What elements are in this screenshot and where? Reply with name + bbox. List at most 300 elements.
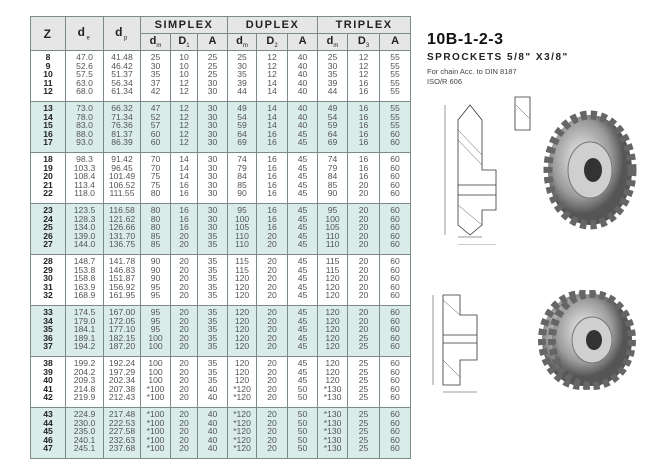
cell-value: 16 bbox=[267, 137, 277, 148]
cell-value: 31 bbox=[43, 281, 53, 292]
cell-value: 30 bbox=[207, 77, 218, 88]
cell-value: 20 bbox=[267, 383, 277, 394]
cell-value: 14 bbox=[179, 162, 189, 173]
cell-value: 61.34 bbox=[111, 86, 133, 97]
cell-value: 95 bbox=[237, 205, 247, 215]
table-cell bbox=[318, 51, 348, 102]
cell-value: 40 bbox=[207, 417, 218, 428]
table-cell bbox=[66, 408, 104, 459]
cell-value: 45 bbox=[297, 273, 308, 284]
cell-value: 60 bbox=[390, 128, 400, 139]
product-title: 10B-1-2-3 bbox=[427, 31, 504, 48]
cell-value: 16 bbox=[267, 128, 277, 139]
cell-value: 41.48 bbox=[111, 52, 133, 62]
cell-value: 16 bbox=[267, 188, 277, 199]
table-cell bbox=[198, 357, 228, 408]
cell-value: 16 bbox=[267, 171, 277, 182]
cell-value: 35 bbox=[207, 358, 218, 368]
cell-value: 45 bbox=[297, 128, 308, 139]
cell-value: 40 bbox=[207, 392, 218, 403]
table-cell bbox=[380, 153, 411, 204]
cell-value: 45 bbox=[297, 179, 308, 190]
cell-value: 50 bbox=[297, 392, 308, 403]
cell-value: 22 bbox=[43, 188, 53, 199]
table-cell bbox=[288, 204, 318, 255]
table-cell bbox=[31, 408, 66, 459]
table-cell bbox=[171, 51, 198, 102]
table-cell bbox=[348, 255, 380, 306]
cell-value: 20 bbox=[267, 264, 277, 275]
cell-value: 25 bbox=[358, 383, 369, 394]
cell-value: 182.15 bbox=[108, 332, 136, 343]
cell-value: 120 bbox=[325, 281, 340, 292]
cell-value: 14 bbox=[267, 103, 277, 113]
cell-value: 121.62 bbox=[108, 213, 136, 224]
table-cell bbox=[228, 51, 257, 102]
cell-value: 163.9 bbox=[73, 281, 96, 292]
cell-value: 40 bbox=[297, 69, 308, 80]
cell-value: *130 bbox=[323, 392, 342, 403]
table-cell bbox=[171, 153, 198, 204]
table-cell bbox=[257, 102, 288, 153]
cell-value: 40 bbox=[43, 375, 53, 386]
table-cell bbox=[104, 408, 141, 459]
table-cell bbox=[257, 357, 288, 408]
cell-value: 35 bbox=[207, 332, 218, 343]
cell-value: 14 bbox=[179, 154, 189, 164]
cell-value: 35 bbox=[207, 273, 218, 284]
cell-value: 90 bbox=[237, 188, 247, 199]
cell-value: 20 bbox=[267, 239, 277, 250]
cell-value: 25 bbox=[358, 434, 369, 445]
cell-value: *100 bbox=[146, 392, 165, 403]
cell-value: 204.2 bbox=[73, 366, 96, 377]
cell-value: 60 bbox=[390, 256, 400, 266]
cell-value: 33 bbox=[43, 307, 53, 317]
cell-value: 224.9 bbox=[73, 409, 96, 419]
cell-value: 17 bbox=[43, 137, 53, 148]
cell-value: 123.5 bbox=[73, 205, 96, 215]
table-cell bbox=[318, 204, 348, 255]
cell-value: 232.63 bbox=[108, 434, 136, 445]
cell-value: 174.5 bbox=[73, 307, 96, 317]
cell-value: 50 bbox=[297, 409, 308, 419]
cell-value: 120 bbox=[325, 341, 340, 352]
cell-value: 20 bbox=[179, 256, 189, 266]
cell-value: 90 bbox=[150, 256, 161, 266]
table-row-group bbox=[31, 204, 411, 255]
cell-value: 20 bbox=[358, 256, 369, 266]
cell-value: 81.37 bbox=[111, 128, 133, 139]
cell-value: 16 bbox=[179, 222, 189, 233]
table-cell bbox=[288, 306, 318, 357]
cell-value: 16 bbox=[358, 77, 369, 88]
cell-value: 95 bbox=[327, 205, 338, 215]
cell-value: 14 bbox=[267, 77, 277, 88]
cell-value: 42 bbox=[43, 392, 53, 403]
cell-value: 126.66 bbox=[108, 222, 136, 233]
cell-value: *120 bbox=[233, 434, 251, 445]
cell-value: 60 bbox=[390, 324, 400, 335]
cell-value: 100 bbox=[325, 213, 340, 224]
table-cell bbox=[66, 357, 104, 408]
table-cell bbox=[288, 255, 318, 306]
group-simplex: SIMPLEX bbox=[141, 17, 228, 34]
cell-value: 55 bbox=[390, 103, 400, 113]
cell-value: 45 bbox=[297, 205, 308, 215]
table-cell bbox=[198, 153, 228, 204]
table-cell bbox=[66, 306, 104, 357]
cell-value: 55 bbox=[390, 120, 400, 131]
cell-value: 120 bbox=[234, 315, 250, 326]
cell-value: 227.58 bbox=[108, 426, 136, 437]
cell-value: 14 bbox=[179, 171, 189, 182]
cell-value: 40 bbox=[297, 120, 308, 131]
cell-value: 103.3 bbox=[73, 162, 96, 173]
cell-value: 60 bbox=[390, 188, 400, 199]
cell-value: 20 bbox=[179, 307, 189, 317]
cell-value: 90 bbox=[150, 264, 161, 275]
cell-value: *120 bbox=[233, 417, 251, 428]
cell-value: 74 bbox=[327, 154, 338, 164]
cell-value: 40 bbox=[297, 86, 308, 97]
cell-value: 51.37 bbox=[111, 69, 133, 80]
cell-value: 69 bbox=[327, 137, 338, 148]
table-cell bbox=[348, 408, 380, 459]
cell-value: 120 bbox=[234, 358, 250, 368]
table-cell bbox=[141, 255, 171, 306]
cell-value: 12 bbox=[179, 111, 189, 122]
cell-value: 60 bbox=[390, 205, 400, 215]
cell-value: 10 bbox=[179, 60, 189, 71]
cell-value: 167.00 bbox=[108, 307, 136, 317]
table-cell bbox=[66, 51, 104, 102]
cell-value: 20 bbox=[358, 188, 369, 199]
cell-value: 64 bbox=[327, 128, 338, 139]
cell-value: *100 bbox=[146, 443, 165, 454]
cell-value: 25 bbox=[358, 443, 369, 454]
cell-value: 120 bbox=[325, 273, 340, 284]
cell-value: 12 bbox=[267, 52, 277, 62]
duplex-col-dm: $d_m$ bbox=[228, 34, 257, 51]
iso-note: ISO/R 606 bbox=[427, 77, 463, 86]
cell-value: 30 bbox=[207, 213, 218, 224]
cell-value: 212.43 bbox=[108, 392, 136, 403]
cell-value: 25 bbox=[207, 60, 218, 71]
cell-value: 20 bbox=[358, 273, 369, 284]
table-row-group bbox=[31, 408, 411, 459]
cell-value: 45 bbox=[297, 162, 308, 173]
cell-value: 12 bbox=[267, 60, 277, 71]
cell-value: 113.4 bbox=[74, 179, 95, 190]
cell-value: 120 bbox=[234, 281, 250, 292]
cell-value: 120 bbox=[234, 273, 250, 284]
table-cell bbox=[288, 153, 318, 204]
simplex-col-a: A bbox=[198, 34, 228, 51]
cell-value: 80 bbox=[150, 222, 161, 233]
duplex-sprocket-photo bbox=[530, 288, 645, 393]
cell-value: 139.0 bbox=[73, 230, 96, 241]
cell-value: 187.20 bbox=[108, 341, 136, 352]
cell-value: 55 bbox=[390, 52, 400, 62]
cell-value: 68.0 bbox=[76, 86, 93, 97]
cell-value: 37 bbox=[150, 77, 161, 88]
cell-value: 85 bbox=[237, 179, 247, 190]
cell-value: *120 bbox=[233, 443, 251, 454]
cell-value: 30 bbox=[207, 86, 218, 97]
cell-value: 12 bbox=[179, 86, 189, 97]
cell-value: 20 bbox=[358, 307, 369, 317]
duplex-col-a: A bbox=[288, 34, 318, 51]
col-dp: $d_p$ bbox=[104, 17, 141, 51]
cell-value: 10 bbox=[179, 69, 189, 80]
cell-value: 30 bbox=[207, 205, 218, 215]
cell-value: 30 bbox=[207, 171, 218, 182]
cell-value: 16 bbox=[179, 213, 189, 224]
cell-value: *100 bbox=[146, 426, 165, 437]
cell-value: 45 bbox=[297, 375, 308, 386]
cell-value: 35 bbox=[207, 315, 218, 326]
cell-value: 57 bbox=[150, 120, 161, 131]
cell-value: 20 bbox=[267, 366, 277, 377]
cell-value: 20 bbox=[267, 375, 277, 386]
cell-value: 40 bbox=[297, 52, 308, 62]
cell-value: 189.1 bbox=[73, 332, 96, 343]
cell-value: 66.32 bbox=[111, 103, 133, 113]
table-cell bbox=[380, 357, 411, 408]
cell-value: 16 bbox=[267, 205, 277, 215]
cell-value: 20 bbox=[267, 281, 277, 292]
table-cell bbox=[380, 102, 411, 153]
cell-value: 30 bbox=[207, 154, 218, 164]
cell-value: 50 bbox=[297, 383, 308, 394]
cell-value: 207.38 bbox=[108, 383, 136, 394]
cell-value: 16 bbox=[267, 162, 277, 173]
cell-value: 237.68 bbox=[108, 443, 136, 454]
duplex-col-d2: $D_2$ bbox=[257, 34, 288, 51]
table-cell bbox=[318, 102, 348, 153]
table-cell bbox=[141, 51, 171, 102]
cell-value: 20 bbox=[179, 324, 189, 335]
sprocket-spec-table bbox=[30, 16, 411, 459]
cell-value: 120 bbox=[234, 290, 250, 301]
cell-value: 219.9 bbox=[73, 392, 96, 403]
table-cell bbox=[198, 408, 228, 459]
col-z: Z bbox=[31, 17, 66, 51]
table-row-group bbox=[31, 153, 411, 204]
cell-value: 20 bbox=[267, 392, 277, 403]
table-cell bbox=[288, 102, 318, 153]
cell-value: 45 bbox=[297, 230, 308, 241]
cell-value: 20 bbox=[358, 324, 369, 335]
cell-value: 85 bbox=[150, 239, 161, 250]
table-cell bbox=[380, 255, 411, 306]
table-cell bbox=[104, 204, 141, 255]
cell-value: 120 bbox=[325, 307, 340, 317]
table-cell bbox=[318, 255, 348, 306]
cell-value: 50 bbox=[297, 417, 308, 428]
table-row-group bbox=[31, 306, 411, 357]
cell-value: 12 bbox=[179, 77, 189, 88]
cell-value: 131.70 bbox=[108, 230, 136, 241]
cell-value: 20 bbox=[179, 239, 189, 250]
table-cell bbox=[257, 306, 288, 357]
cell-value: 25 bbox=[207, 52, 218, 62]
cell-value: 28 bbox=[43, 256, 53, 266]
cell-value: 134.0 bbox=[73, 222, 96, 233]
cell-value: *120 bbox=[233, 409, 251, 419]
cell-value: 20 bbox=[179, 392, 189, 403]
cell-value: 40 bbox=[207, 426, 218, 437]
cell-value: 172.05 bbox=[108, 315, 136, 326]
cell-value: 146.83 bbox=[108, 264, 136, 275]
table-cell bbox=[31, 306, 66, 357]
table-cell bbox=[171, 357, 198, 408]
cell-value: 120 bbox=[325, 366, 340, 377]
cell-value: 20 bbox=[267, 358, 277, 368]
cell-value: 55 bbox=[390, 86, 400, 97]
cell-value: 55 bbox=[390, 111, 400, 122]
cell-value: 120 bbox=[325, 324, 340, 335]
cell-value: 60 bbox=[390, 137, 400, 148]
cell-value: 110 bbox=[235, 230, 249, 241]
table-cell bbox=[31, 204, 66, 255]
table-cell bbox=[228, 204, 257, 255]
cell-value: 13 bbox=[43, 103, 53, 113]
cell-value: 52 bbox=[150, 111, 161, 122]
cell-value: 95 bbox=[150, 315, 161, 326]
cell-value: 120 bbox=[234, 375, 250, 386]
cell-value: 16 bbox=[358, 111, 369, 122]
cell-value: 73.0 bbox=[76, 103, 93, 113]
cell-value: 16 bbox=[358, 103, 369, 113]
cell-value: 60 bbox=[390, 409, 400, 419]
cell-value: 16 bbox=[267, 213, 277, 224]
cell-value: 60 bbox=[390, 332, 400, 343]
cell-value: 34 bbox=[43, 315, 53, 326]
cell-value: 25 bbox=[358, 366, 369, 377]
cell-value: 120 bbox=[234, 366, 250, 377]
cell-value: 86.39 bbox=[111, 137, 133, 148]
cell-value: 10 bbox=[43, 69, 53, 80]
cell-value: 95 bbox=[150, 281, 161, 292]
cell-value: 60 bbox=[390, 434, 400, 445]
cell-value: 90 bbox=[150, 273, 161, 284]
table-cell bbox=[31, 51, 66, 102]
cell-value: 30 bbox=[207, 188, 218, 199]
cell-value: 49 bbox=[237, 103, 247, 113]
cell-value: 45 bbox=[297, 222, 308, 233]
cell-value: 25 bbox=[358, 409, 369, 419]
cell-value: 60 bbox=[390, 154, 400, 164]
cell-value: 209.3 bbox=[73, 375, 96, 386]
cell-value: 12 bbox=[358, 69, 369, 80]
cell-value: 35 bbox=[207, 239, 218, 250]
cell-value: 20 bbox=[179, 383, 189, 394]
cell-value: 120 bbox=[325, 358, 340, 368]
cell-value: 49 bbox=[327, 103, 338, 113]
cell-value: 161.95 bbox=[108, 290, 136, 301]
cell-value: 230.0 bbox=[73, 417, 96, 428]
cell-value: 32 bbox=[43, 290, 53, 301]
table-cell bbox=[228, 306, 257, 357]
cell-value: 35 bbox=[237, 69, 247, 80]
cell-value: 47 bbox=[43, 443, 53, 454]
cell-value: 78.0 bbox=[76, 111, 93, 122]
table-cell bbox=[198, 204, 228, 255]
cell-value: 10 bbox=[179, 52, 189, 62]
table-cell bbox=[171, 255, 198, 306]
cell-value: 20 bbox=[179, 264, 189, 275]
group-triplex: TRIPLEX bbox=[318, 17, 411, 34]
cell-value: 108.4 bbox=[73, 171, 96, 182]
cell-value: 30 bbox=[207, 137, 218, 148]
cell-value: 30 bbox=[207, 120, 218, 131]
cell-value: 93.0 bbox=[76, 137, 93, 148]
cell-value: 40 bbox=[207, 383, 218, 394]
cell-value: 45 bbox=[297, 137, 308, 148]
table-cell bbox=[104, 153, 141, 204]
cell-value: 56.34 bbox=[111, 77, 133, 88]
cell-value: 57.5 bbox=[76, 69, 93, 80]
cell-value: 16 bbox=[43, 128, 53, 139]
table-cell bbox=[171, 408, 198, 459]
cell-value: 55 bbox=[390, 69, 400, 80]
cell-value: 16 bbox=[358, 120, 369, 131]
cell-value: 75 bbox=[150, 179, 161, 190]
table-cell bbox=[380, 51, 411, 102]
cell-value: 19 bbox=[43, 162, 53, 173]
cell-value: 118.0 bbox=[74, 188, 95, 199]
cell-value: 20 bbox=[358, 239, 369, 250]
cell-value: 60 bbox=[390, 213, 400, 224]
table-cell bbox=[171, 204, 198, 255]
cell-value: 75 bbox=[150, 171, 161, 182]
cell-value: 79 bbox=[327, 162, 338, 173]
cell-value: 20 bbox=[267, 434, 277, 445]
cell-value: 14 bbox=[43, 111, 53, 122]
cell-value: 60 bbox=[390, 307, 400, 317]
cell-value: 12 bbox=[179, 128, 189, 139]
cell-value: 11 bbox=[43, 77, 53, 88]
cell-value: 45 bbox=[297, 264, 308, 275]
cell-value: 85 bbox=[327, 179, 338, 190]
cell-value: 115 bbox=[325, 264, 340, 275]
cell-value: 60 bbox=[390, 341, 400, 352]
cell-value: 60 bbox=[390, 383, 400, 394]
table-cell bbox=[348, 153, 380, 204]
cell-value: 222.53 bbox=[108, 417, 136, 428]
cell-value: 20 bbox=[179, 434, 189, 445]
table-cell bbox=[198, 102, 228, 153]
table-cell bbox=[380, 408, 411, 459]
cell-value: 60 bbox=[390, 426, 400, 437]
cell-value: 40 bbox=[297, 103, 308, 113]
cell-value: 54 bbox=[327, 111, 338, 122]
cell-value: 16 bbox=[358, 154, 369, 164]
cell-value: 20 bbox=[267, 273, 277, 284]
cell-value: 69 bbox=[237, 137, 247, 148]
table-cell bbox=[257, 51, 288, 102]
cell-value: 20 bbox=[179, 426, 189, 437]
table-cell bbox=[348, 102, 380, 153]
table-cell bbox=[288, 357, 318, 408]
simplex-col-dm: $d_m$ bbox=[141, 34, 171, 51]
cell-value: 98.3 bbox=[76, 154, 93, 164]
cell-value: 100 bbox=[148, 358, 163, 368]
table-row-group bbox=[31, 102, 411, 153]
table-cell bbox=[257, 408, 288, 459]
